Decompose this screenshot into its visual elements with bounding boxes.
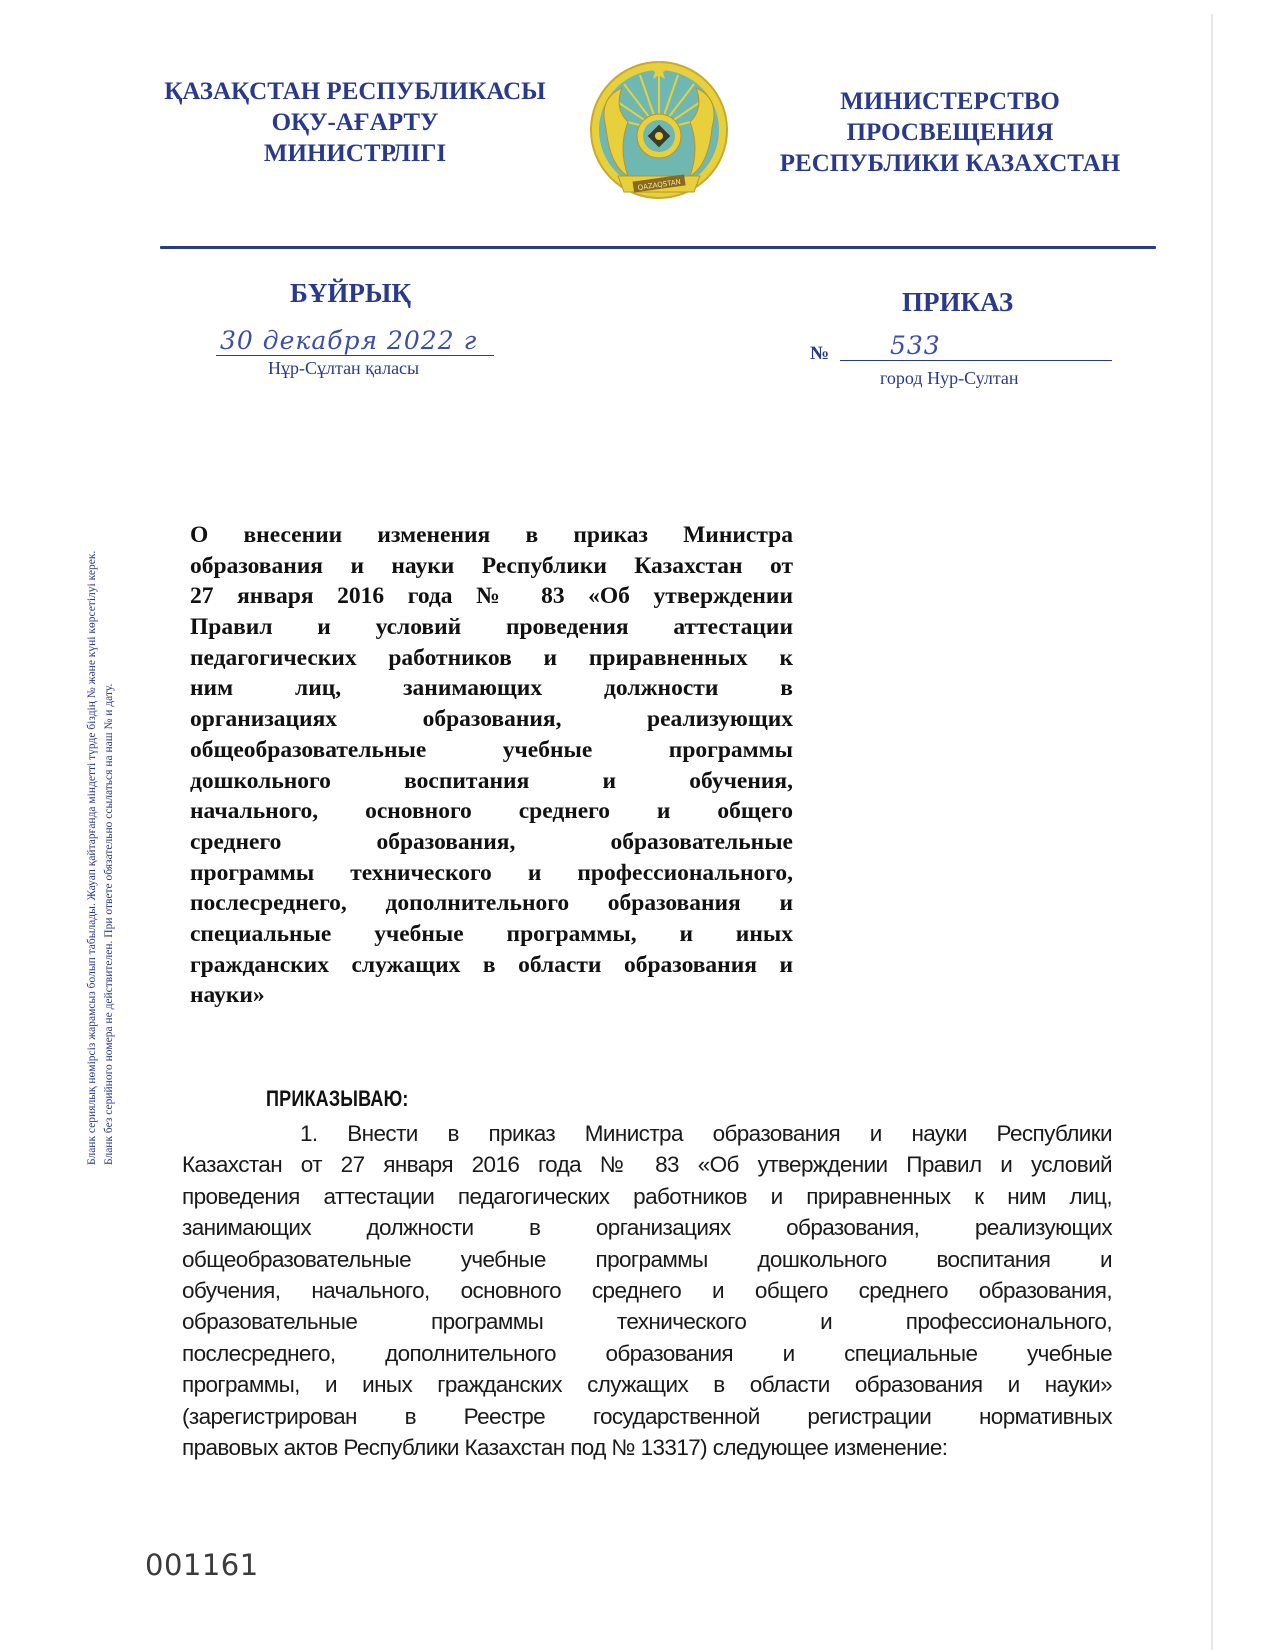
order-title-ru: ПРИКАЗ	[902, 287, 1014, 317]
blank-side-note	[84, 425, 118, 1165]
ministry-name-kz	[150, 76, 560, 169]
order-date-field	[216, 325, 494, 356]
blank-serial-number: 001161	[145, 1548, 259, 1582]
subject-line: науки»	[190, 982, 265, 1009]
subject-line: О внесении изменения в приказ Министра	[190, 522, 793, 548]
subject-line: программы технического и профессионального,	[190, 859, 793, 886]
body-line-text: образовательные программы технического и профессионального,	[182, 1309, 1112, 1335]
ministry-name-ru-line: МИНИСТЕРСТВО	[840, 88, 1060, 115]
body-line-text: Казахстан от 27 января 2016 года № 83 «Об утверждении Правил и условий	[182, 1152, 1112, 1178]
header-divider	[160, 246, 1156, 249]
body-line	[182, 1401, 1112, 1432]
emblem-label: QAZAQSTAN	[637, 177, 682, 192]
side-note-kz: Бланк сериялық нөмірсіз жарамсыз болып табылады. Жауап қайтарғанда міндетті түрде біздің № және күні көрсетілуі керек.	[86, 550, 98, 1165]
subject-line: ним лиц, занимающих должности в	[190, 675, 793, 702]
body-line-text: занимающих должности в организациях образования, реализующих	[182, 1215, 1112, 1241]
subject-line: начального, основного среднего и общего	[190, 798, 793, 825]
subject-line: образования и науки Республики Казахстан от	[190, 552, 793, 579]
body-line-text: правовых актов Республики Казахстан под № 13317) следующее изменение:	[182, 1434, 948, 1460]
subject-line: общеобразовательные учебные программы	[190, 736, 793, 763]
order-body	[182, 1118, 1112, 1463]
ministry-name-ru-line: ПРОСВЕЩЕНИЯ	[846, 119, 1054, 146]
body-line-text: программы, и иных гражданских служащих в области образования и науки»	[182, 1372, 1112, 1398]
side-note-ru: Бланк без серийного номера не действителен. При ответе обязательно ссылаться на наш № и дату.	[103, 683, 115, 1165]
scan-edge-line	[1211, 14, 1213, 1650]
order-date: 30 декабря 2022 г	[220, 326, 478, 355]
body-line-text: (зарегистрирован в Реестре государственной регистрации нормативных	[182, 1403, 1112, 1429]
order-number-field	[840, 332, 1112, 361]
body-line-text: 1. Внести в приказ Министра образования и науки Республики	[300, 1121, 1112, 1146]
city-ru: город Нур-Султан	[880, 368, 1019, 388]
body-line	[182, 1275, 1112, 1306]
subject-line: гражданских служащих в области образования и	[190, 951, 793, 978]
order-title-kz: БҰЙРЫҚ	[290, 278, 411, 308]
city-kz: Нұр-Сұлтан қаласы	[268, 358, 420, 378]
subject-line: педагогических работников и приравненных к	[190, 644, 793, 671]
subject-line: организациях образования, реализующих	[190, 706, 793, 733]
order-subject	[190, 520, 793, 1011]
subject-line: среднего образования, образовательные	[190, 828, 793, 855]
body-line-text: послесреднего, дополнительного образования и специальные учебные	[182, 1340, 1112, 1366]
body-line-text: обучения, начального, основного среднего и общего среднего образования,	[182, 1277, 1112, 1303]
body-line	[182, 1338, 1112, 1369]
ministry-name-ru-line: РЕСПУБЛИКИ КАЗАХСТАН	[779, 150, 1121, 177]
order-keyword: ПРИКАЗЫВАЮ:	[266, 1086, 409, 1111]
subject-line: Правил и условий проведения аттестации	[190, 614, 793, 641]
body-line	[182, 1244, 1112, 1275]
body-line	[182, 1181, 1112, 1212]
subject-line: 27 января 2016 года № 83 «Об утверждении	[190, 583, 793, 610]
subject-line: специальные учебные программы, и иных	[190, 920, 793, 947]
ministry-name-ru	[775, 86, 1125, 179]
subject-line: послесреднего, дополнительного образования и	[190, 890, 793, 917]
ministry-name-kz-line: МИНИСТРЛІГІ	[263, 140, 447, 167]
body-line	[182, 1118, 1112, 1149]
ministry-name-kz-line: ОҚУ-АҒАРТУ	[271, 109, 439, 136]
body-line	[182, 1432, 1112, 1463]
body-line	[182, 1306, 1112, 1337]
body-line	[182, 1369, 1112, 1400]
state-emblem-icon	[588, 58, 730, 208]
body-line-text: проведения аттестации педагогических работников и приравненных к ним лиц,	[182, 1183, 1112, 1209]
order-number-label: №	[810, 343, 830, 364]
ministry-name-kz-line: ҚАЗАҚСТАН РЕСПУБЛИКАСЫ	[164, 78, 546, 105]
body-line	[182, 1149, 1112, 1180]
subject-line: дошкольного воспитания и обучения,	[190, 767, 793, 794]
body-line	[182, 1212, 1112, 1243]
body-line-text: общеобразовательные учебные программы дошкольного воспитания и	[182, 1246, 1112, 1272]
order-number: 533	[890, 331, 941, 360]
